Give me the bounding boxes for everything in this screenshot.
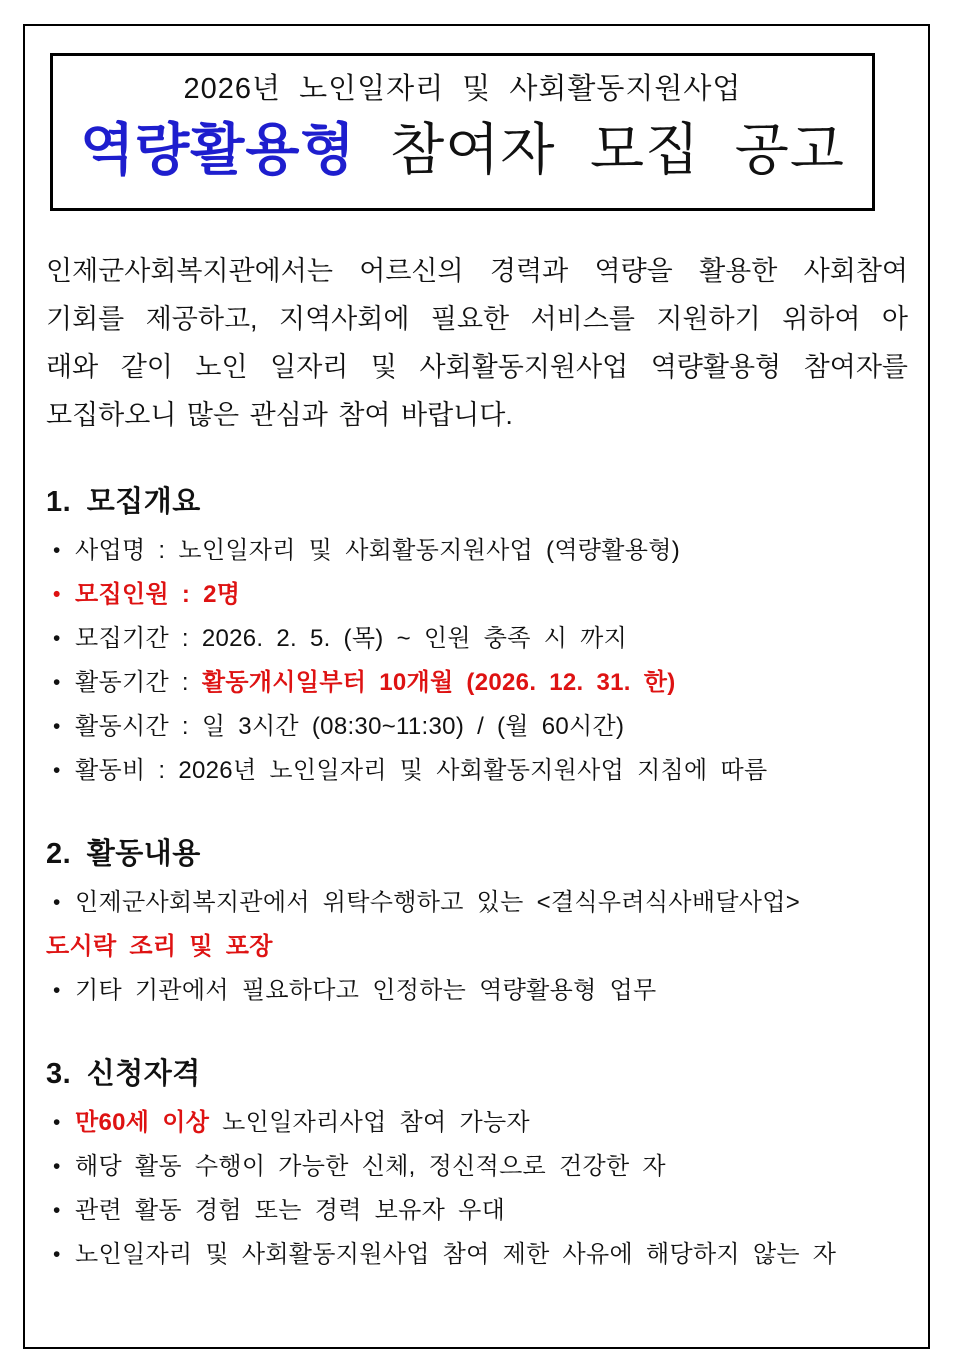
list-item: [46, 1189, 908, 1233]
bullet-text: 활동기간 : 활동개시일부터 10개월 (2026. 12. 31. 한): [75, 669, 676, 696]
list-item: [46, 573, 908, 617]
section-3-list: [46, 1101, 908, 1277]
list-item: [46, 749, 908, 793]
title-rest: 참여자 모집 공고: [390, 118, 845, 181]
highlighted-line: 도시락 조리 및 포장: [46, 933, 273, 960]
list-item: [46, 661, 908, 705]
bullet-text: 노인일자리 및 사회활동지원사업 참여 제한 사유에 해당하지 않는 자: [75, 1241, 837, 1268]
list-item: [46, 1233, 908, 1277]
page-border: [23, 24, 930, 1349]
list-item: [46, 705, 908, 749]
title-highlight: 역량활용형: [80, 118, 356, 181]
intro-line: 모집하오니 많은 관심과 참여 바랍니다.: [46, 400, 513, 430]
list-item: [46, 969, 908, 1013]
title-main: [53, 112, 872, 188]
bullet-dot-icon: •: [53, 1199, 61, 1222]
bullet-dot-icon: •: [53, 891, 61, 914]
bullet-dot-icon: •: [53, 979, 61, 1002]
bullet-text: 기타 기관에서 필요하다고 인정하는 역량활용형 업무: [75, 977, 657, 1004]
bullet-dot-icon: •: [53, 759, 61, 782]
bullet-text: 활동비 : 2026년 노인일자리 및 사회활동지원사업 지침에 따름: [75, 757, 768, 784]
intro-line: 인제군사회복지관에서는 어르신의 경력과 역량을 활용한 사회참여: [46, 256, 908, 286]
bullet-text: 활동시간 : 일 3시간 (08:30~11:30) / (월 60시간): [75, 713, 625, 740]
section-2-list: [46, 881, 908, 1013]
bullet-text: 모집기간 : 2026. 2. 5. (목) ~ 인원 충족 시 까지: [75, 625, 628, 652]
bullet-text: 사업명 : 노인일자리 및 사회활동지원사업 (역량활용형): [75, 537, 681, 564]
intro-line: 기회를 제공하고, 지역사회에 필요한 서비스를 지원하기 위하여 아: [46, 304, 908, 334]
list-item: [46, 1145, 908, 1189]
bullet-dot-icon: •: [53, 1155, 61, 1178]
bullet-text: 관련 활동 경험 또는 경력 보유자 우대: [75, 1197, 506, 1224]
bullet-text: 모집인원 : 2명: [75, 581, 241, 608]
list-item: [46, 881, 908, 925]
bullet-text: 해당 활동 수행이 가능한 신체, 정신적으로 건강한 자: [75, 1153, 666, 1180]
bullet-dot-icon: •: [53, 671, 61, 694]
bullet-dot-icon: •: [53, 583, 61, 606]
bullet-dot-icon: •: [53, 715, 61, 738]
bullet-dot-icon: •: [53, 627, 61, 650]
bullet-text: 인제군사회복지관에서 위탁수행하고 있는 <결식우려식사배달사업>: [75, 889, 801, 916]
bullet-dot-icon: •: [53, 1243, 61, 1266]
title-box: [50, 53, 875, 211]
intro-line: 래와 같이 노인 일자리 및 사회활동지원사업 역량활용형 참여자를: [46, 352, 908, 382]
list-item: [46, 529, 908, 573]
list-item: [46, 1101, 908, 1145]
bullet-dot-icon: •: [53, 1111, 61, 1134]
section-1-heading: 1. 모집개요: [46, 486, 201, 518]
title-subtitle: 2026년 노인일자리 및 사회활동지원사업: [183, 73, 742, 105]
section-1-list: [46, 529, 908, 793]
bullet-text: 만60세 이상 노인일자리사업 참여 가능자: [75, 1109, 530, 1136]
bullet-dot-icon: •: [53, 539, 61, 562]
section-3-heading: 3. 신청자격: [46, 1058, 201, 1090]
list-item: [46, 617, 908, 661]
intro-paragraph: [46, 247, 908, 439]
section-2-heading: 2. 활동내용: [46, 838, 201, 870]
